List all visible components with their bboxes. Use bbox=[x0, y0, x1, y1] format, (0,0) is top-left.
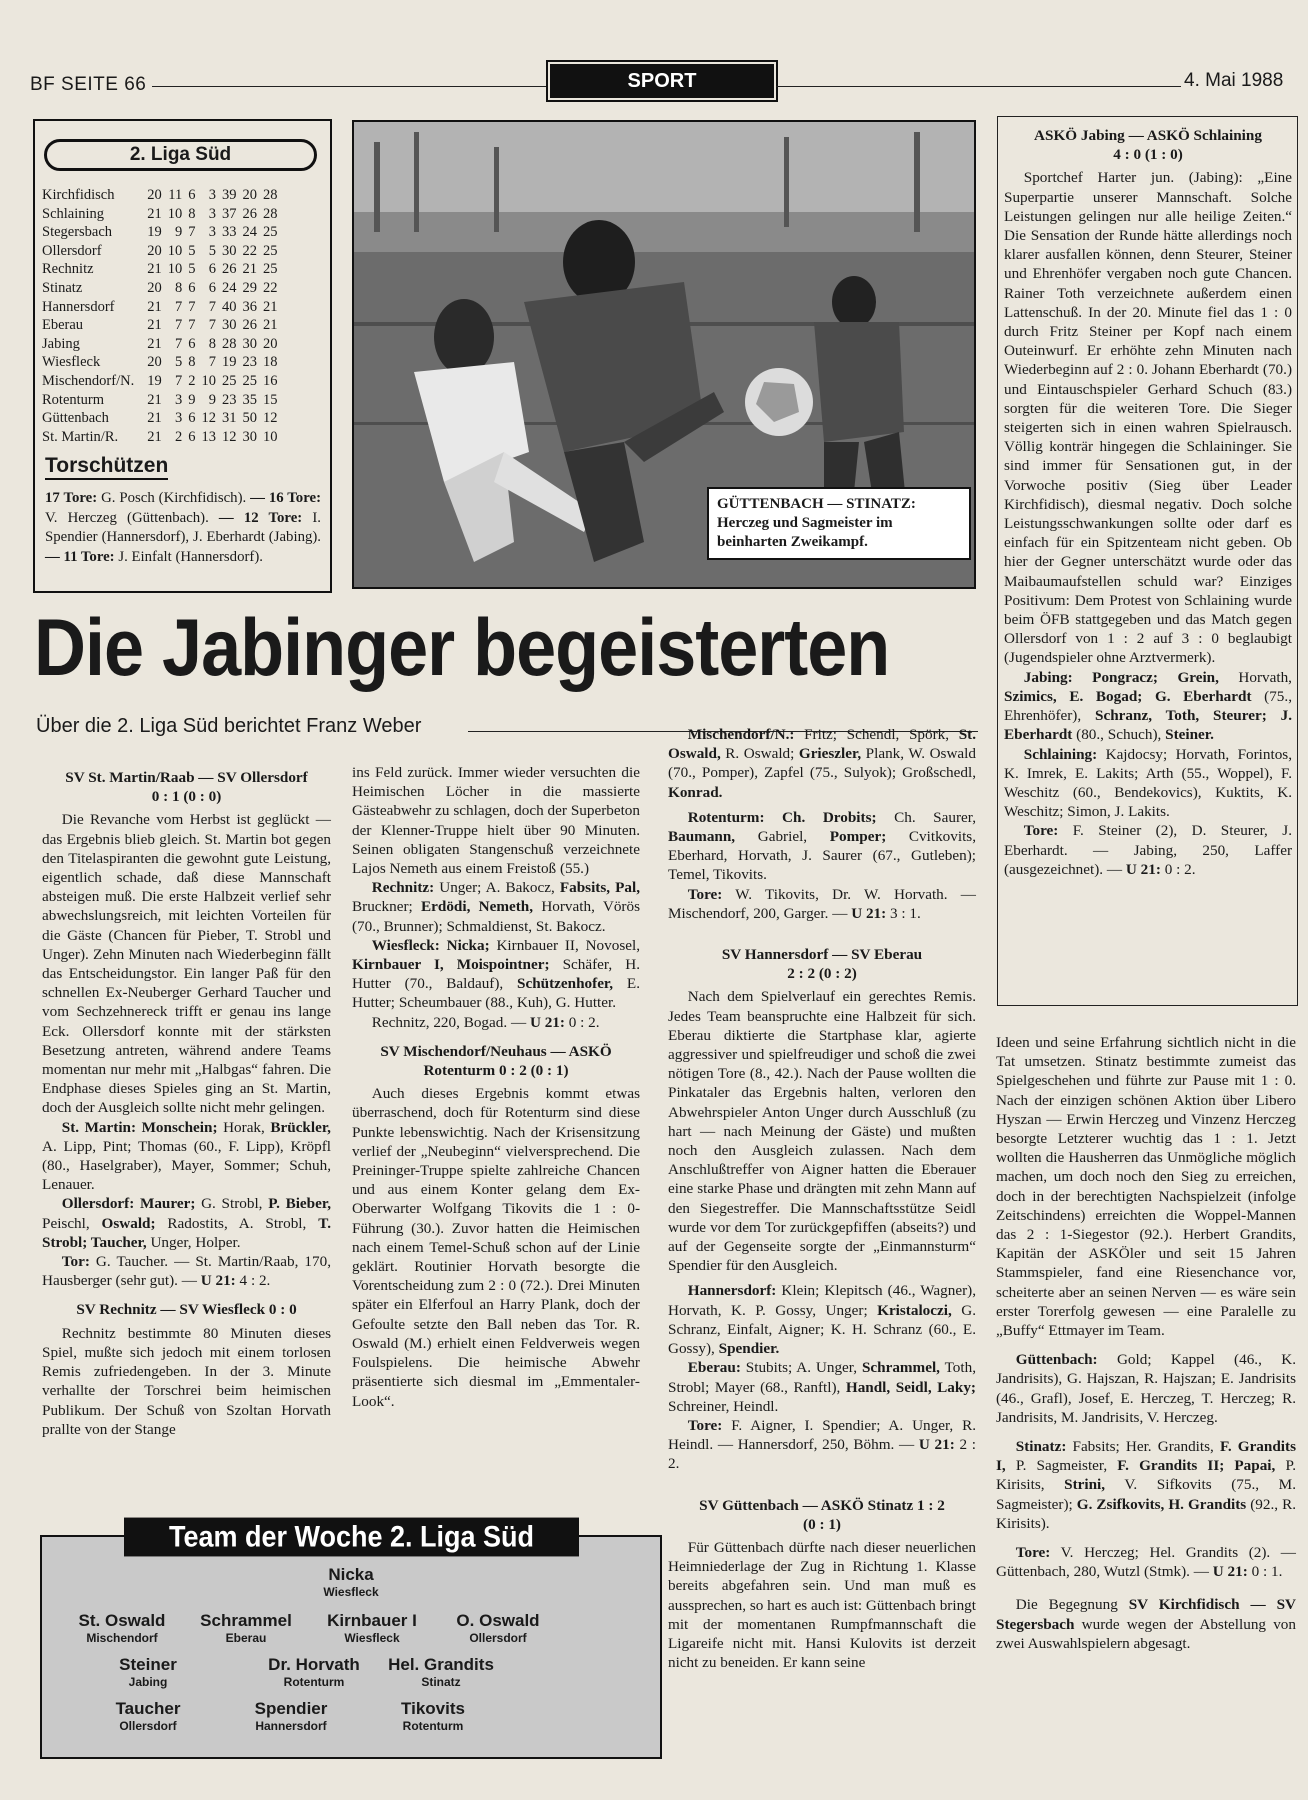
standings-row bbox=[39, 409, 280, 428]
team-player bbox=[221, 1699, 361, 1733]
stat-cell: 10 bbox=[262, 428, 278, 445]
stat-cell: 30 bbox=[221, 317, 237, 334]
standings-title: 2. Liga Süd bbox=[129, 144, 232, 165]
stat-cell: 50 bbox=[242, 410, 257, 427]
stat-cell: 6 bbox=[208, 261, 216, 278]
stat-cell: 31 bbox=[221, 410, 237, 427]
stat-cell: 20 bbox=[242, 187, 257, 203]
player-name: Hel. Grandits bbox=[388, 1655, 494, 1674]
stat-cell: 6 bbox=[188, 279, 196, 296]
stat-cell: 25 bbox=[242, 372, 257, 389]
player-name: O. Oswald bbox=[456, 1611, 540, 1630]
stat-cell: 25 bbox=[262, 261, 278, 278]
stat-cell: 9 bbox=[174, 224, 183, 241]
stat-cell: 19 bbox=[221, 354, 237, 371]
stat-cell: 9 bbox=[188, 391, 196, 408]
stat-cell: 12 bbox=[221, 428, 237, 445]
stat-cell: 13 bbox=[201, 428, 216, 445]
stat-cell: 6 bbox=[188, 410, 196, 427]
stat-cell: 7 bbox=[174, 317, 183, 334]
stat-cell: 7 bbox=[174, 335, 183, 352]
team-player bbox=[244, 1655, 384, 1689]
stat-cell: 21 bbox=[147, 335, 162, 352]
team-name-cell: Güttenbach bbox=[42, 410, 109, 427]
stat-cell: 20 bbox=[147, 354, 162, 371]
standings-box bbox=[33, 119, 332, 593]
stat-cell: 22 bbox=[262, 279, 278, 296]
column-2: ins Feld zurück. Immer wieder versuchten die Heimischen Löcher in die massierte Gästeabwehr zu schlagen, doch der Superbeton der Klenner-Truppe hielt über 90 Minuten. Seinen obligaten Stangenschuß verzeichnete Lajos Nemeth aus einem Freistoß (55.) Rechnitz: Unger; A. Bakocz, Fabsits, Pal, Bruckner; Erdödi, Nemeth, Horvath, Vörös (70., Brunner); Schmaldienst, St. Bakocz. Wiesfleck: Nicka; Kirnbauer II, Novosel, Kirnbauer I, Moispointner; Schäfer, H. Hutter (70., Baldauf), Schützenhofer, E. Hutter; Scheumbauer (88., Kuh), G. Hutter. Rechnitz, 220, Bogad. — U 21: 0 : 2. SV Mischendorf/Neuhaus — ASKÖ Rotenturm 0 : 2 (0 : 1) Auch dieses Ergebnis kommt etwas überraschend, doch für Rotenturm sind diese Punkte lebenswichtig. Nach der Krisensitzung verlief der „Neubeginn“ vielversprechend. Die Preininger-Truppe spielte zahlreiche Chancen und aus einem Konter gelang dem Ex-Oberwarter Wolfgang Tikovits die 1 : 0-Führung (30.). Zuvor hatten die Heimischen nach einem Temel-Schuß schon auf der Linie geklärt. Routinier Horvath besorgte die Vorentscheidung zum 2 : 0 (72.). Drei Minuten später ein Elferfoul an Harry Plank, doch der Gefoulte setzte den Ball neben das Tor. R. Oswald (M.) erhielt einen Feldverweis wegen Foulspielens. Die heimische Abwehr präsentierte sich diesmal im „Emmentaler-Look“. bbox=[352, 764, 640, 1410]
player-club: Wiesfleck bbox=[323, 1585, 379, 1599]
stat-cell: 24 bbox=[221, 279, 237, 296]
team-player bbox=[302, 1611, 442, 1645]
stat-cell: 21 bbox=[147, 317, 162, 334]
stat-cell: 29 bbox=[242, 279, 257, 296]
stat-cell: 25 bbox=[262, 242, 278, 259]
stat-cell: 30 bbox=[242, 335, 257, 352]
stat-cell: 35 bbox=[242, 391, 257, 408]
player-club: Eberau bbox=[225, 1631, 267, 1645]
standings-row bbox=[39, 260, 280, 279]
team-player bbox=[78, 1655, 218, 1689]
header-rule-left bbox=[152, 86, 548, 87]
stat-cell: 9 bbox=[208, 391, 216, 408]
stat-cell: 16 bbox=[262, 372, 278, 389]
stat-cell: 8 bbox=[208, 335, 216, 352]
stat-cell: 5 bbox=[188, 261, 196, 278]
player-club: Rotenturm bbox=[283, 1675, 345, 1689]
stat-cell: 28 bbox=[262, 187, 278, 203]
standings-row bbox=[39, 428, 280, 447]
standings-row bbox=[39, 372, 280, 391]
stat-cell: 10 bbox=[201, 372, 216, 389]
stat-cell: 11 bbox=[168, 187, 183, 203]
stat-cell: 7 bbox=[174, 372, 183, 389]
right-report-text: ASKÖ Jabing — ASKÖ Schlaining 4 : 0 (1 : 0) Sportchef Harter jun. (Jabing): „Eine Superpartie unserer Mannschaft. Solche Leistungen gelingen nur alle heilige Zeiten.“ Die Sensation der Runde hätte allerdings noch klarer ausfallen können, denn Steurer, Steiner und Ehrenhöfer vergaben noch gute Chancen. Rainer Toth verzeichnete außerdem einen Lattenschuß. In der 20. Minute fiel das 1 : 0 durch Fritz Steiner per Kopf nach einem Outeinwurf. Er erhöhte zehn Minuten nach Wiederbeginn auf 2 : 0. Johann Eberhardt (70.) und Eintauschspieler Gerhard Schuch (83.) sorgten für die weiteren Tore. Die Sieger steigerten sich in einen wahren Spielrausch. Völlig konträr hingegen die Schlaininger. Sie sind immer für Sensationen gut, in der Vorwoche positiv (Sieg über Leader Kirchfidisch), diesmal negativ. Doch solche Leistungsschwankungen sollte oder darf es einfach für ein Spitzenteam nicht geben. Ob hier der Gegner unterschätzt wurde oder das Maibaumaufstellen schuld war? Einziges Positivum: Dem Protest von Schlaining wurde beim ÖFB stattgegeben und das Match gegen Ollersdorf von 1 : 2 auf 3 : 0 beglaubigt (Jugendspieler ohne Arztvermerk). Jabing: Pongracz; Grein, Horvath, Szimics, E. Bogad; G. Eberhardt (75., Ehrenhöfer), Schranz, Toth, Steurer; J. Eberhardt (80., Schuch), Steiner. Schlaining: Kajdocsy; Horvath, Forintos, K. Imrek, E. Lakits; Arth (55., Woppel), F. Weschitz (60., Bendekovics), Kuktits, K. Weschitz; Simon, J. Lakits. Tore: F. Steiner (2), D. Steurer, J. Eberhardt. — Jabing, 250, Laffer (ausgezeichnet). — U 21: 0 : 2. bbox=[1004, 127, 1292, 878]
stat-cell: 12 bbox=[201, 410, 216, 427]
stat-cell: 7 bbox=[174, 298, 183, 315]
stat-cell: 7 bbox=[208, 354, 216, 371]
team-of-week-box bbox=[40, 1520, 662, 1759]
team-name-cell: Kirchfidisch bbox=[42, 187, 115, 203]
team-of-week-title: Team der Woche 2. Liga Süd bbox=[124, 1518, 579, 1557]
stat-cell: 21 bbox=[147, 391, 162, 408]
stat-cell: 26 bbox=[242, 205, 257, 222]
stat-cell: 6 bbox=[208, 279, 216, 296]
team-player bbox=[371, 1655, 511, 1689]
standings-row bbox=[39, 223, 280, 242]
stat-cell: 2 bbox=[188, 372, 196, 389]
standings-row bbox=[39, 391, 280, 410]
player-club: Wiesfleck bbox=[344, 1631, 400, 1645]
player-club: Jabing bbox=[128, 1675, 168, 1689]
stat-cell: 28 bbox=[221, 335, 237, 352]
stat-cell: 8 bbox=[188, 205, 196, 222]
stat-cell: 15 bbox=[262, 391, 278, 408]
stat-cell: 22 bbox=[242, 242, 257, 259]
scorers-title: Torschützen bbox=[45, 454, 168, 480]
headline: Die Jabinger begeisterten bbox=[34, 603, 890, 693]
stat-cell: 20 bbox=[147, 242, 162, 259]
player-club: Mischendorf bbox=[86, 1631, 158, 1645]
team-name-cell: Hannersdorf bbox=[42, 298, 115, 315]
column-3: Mischendorf/N.: Fritz; Schendl, Spörk, St. Oswald, R. Oswald; Grieszler, Plank, W. Oswald (70., Pomper), Zapfel (75., Sulyok); Großschedl, Konrad. Rotenturm: Ch. Drobits; Ch. Saurer, Baumann, Gabriel, Pomper; Cvitkovits, Eberhard, Horvath, J. Saurer (67., Gutleben); Temel, Tikovits. Tore: W. Tikovits, Dr. W. Horvath. — Mischendorf, 200, Garger. — U 21: 3 : 1. SV Hannersdorf — SV Eberau 2 : 2 (0 : 2) Nach dem Spielverlauf ein gerechtes Remis. Jedes Team beanspruchte eine Halbzeit für sich. Eberau diktierte die Startphase klar, agierte aggressiver und spielfreudiger und schoß die zwei nötigen Tore (8., 42.). Nach der Pause wollten die Pinkataler das Ergebnis halten, verloren den Abwehrspieler Anton Unger durch Ausschluß (zu hart — nach Meinung der Gäste) und mußten noch den Ausgleich zulassen. Nach dem Anschlußtreffer von Aigner hatten die Eberauer eine starke Phase und drängten mit zehn Mann auf den Siegestreffer. Die Mannschaftsstütze Seidl wurde vor dem Tor zurückgepfiffen (abseits?) und auf der Gegenseite sorgte der „Einmannsturm“ Spendier für den Ausgleich. Hannersdorf: Klein; Klepitsch (46., Wagner), Horvath, K. P. Gossy, Unger; Kristaloczi, G. Schranz, Einfalt, Aigner; K. H. Schranz (60., E. Gossy), Spendier. Eberau: Stubits; A. Unger, Schrammel, Toth, Strobl; Mayer (68., Ranftl), Handl, Seidl, Laky; Schreiner, Heindl. Tore: F. Aigner, I. Spendier; A. Unger, R. Heindl. — Hannersdorf, 250, Böhm. — U 21: 2 : 2. SV Güttenbach — ASKÖ Stinatz 1 : 2 (0 : 1) Für Güttenbach dürfte nach dieser neuerlichen Heimniederlage der Zug in Richtung 1. Klasse bereits abgefahren sein. Und man muß es aussprechen, so hart es auch ist: Güttenbach bringt mit der momentanen Rumpfmannschaft die Ligareife nicht mit. Hansi Kulovits ist derzeit nicht zu beneiden. Er kann seine bbox=[668, 726, 977, 1672]
photo-caption: GÜTTENBACH — STINATZ: Herczeg und Sagmeister im beinharten Zweikampf. bbox=[707, 487, 971, 560]
stat-cell: 10 bbox=[167, 242, 183, 259]
standings-row bbox=[39, 242, 280, 261]
scorers-text: 17 Tore: G. Posch (Kirchfidisch). — 16 Tore: V. Herczeg (Güttenbach). — 12 Tore: I. Spendier (Hannersdorf), J. Eberhardt (Jabing). — 11 Tore: J. Einfalt (Hannersdorf). bbox=[45, 490, 322, 565]
team-player bbox=[78, 1699, 218, 1733]
column-4: Ideen und seine Erfahrung sichtlich nicht in die Tat umsetzen. Stinatz bestimmte zumeist das Spielgeschehen und führte zur Pause mit 1 : 0. Nach der einzigen schönen Aktion über Libero Hyszan — Erwin Herczeg und Vinzenz Herczeg besorgte Letzterer wuchtig das 1 : 1. Jetzt wollten die Hausherren das Unmögliche möglich machen, um doch noch den Sieg zu erreichen, doch in der berechtigten Nachspielzeit (infolge Zeitschindens) erreichten die Woppel-Mannen das 2 : 1-Siegestor (92.). Herbert Grandits, Kapitän der ASKÖler und seit 15 Jahren Stammspieler, fand eine Riesenchance vor, scheiterte aber an seinen Nerven — es wäre sein erster Torerfolg gewesen — eine Paralelle zu „Buffy“ Ettmayer im Team. Güttenbach: Gold; Kappel (46., K. Jandrisits), G. Hajszan, R. Hajszan; E. Jandrisits (46., Grafl), Josef, E. Herczeg, T. Herczeg; R. Jandrisits, M. Jandrisits, V. Herczeg. Stinatz: Fabsits; Her. Grandits, F. Grandits I, P. Sagmeister, F. Grandits II; Papai, P. Kirisits, Strini, V. Sifkovits (75., M. Sagmeister); G. Zsifkovits, H. Grandits (92., R. Kirisits). Tore: V. Herczeg; Hel. Grandits (2). — Güttenbach, 280, Wutzl (Stmk). — U 21: 0 : 1. Die Begegnung SV Kirchfidisch — SV Stegersbach wurde wegen der Abstellung von zwei Auswahlspielern abgesagt. bbox=[996, 1034, 1297, 1652]
standings-title-frame bbox=[44, 139, 317, 171]
page-date: 4. Mai 1988 bbox=[1184, 70, 1284, 91]
stat-cell: 21 bbox=[147, 261, 162, 278]
team-player bbox=[363, 1699, 503, 1733]
stat-cell: 12 bbox=[262, 410, 278, 427]
stat-cell: 3 bbox=[174, 410, 183, 427]
team-name-cell: Stegersbach bbox=[42, 224, 113, 241]
player-name: Taucher bbox=[115, 1699, 181, 1718]
team-name-cell: Schlaining bbox=[42, 205, 105, 222]
player-name: Schrammel bbox=[200, 1611, 292, 1630]
match-photo bbox=[352, 120, 976, 589]
stat-cell: 33 bbox=[221, 224, 237, 241]
stat-cell: 25 bbox=[221, 372, 237, 389]
stat-cell: 21 bbox=[262, 317, 278, 334]
player-name: Nicka bbox=[328, 1565, 374, 1584]
column-1: SV St. Martin/Raab — SV Ollersdorf 0 : 1 (0 : 0) Die Revanche vom Herbst ist geglückt — das Ergebnis blieb gleich. St. Martin bot gegen den Titelaspiranten die gewohnt gute Leistung, eigentlich schade, daß diese Mannschaft absteigen muß. Die erste Halbzeit verlief sehr abwechslungsreich, mit leichten Vorteilen für die Gäste (Chancen für Pieber, T. Strobl und Unger). Zehn Minuten nach Wiederbeginn fällt das Entscheidungstor. Ein langer Paß für den schnellen Ex-Neuberger Gerhard Taucher und vom Sechzehnereck trifft er genau ins lange Eck. Ollersdorf konnte mit der stärksten Besetzung antreten, während andere Teams momentan nur mehr mit „Halbgas“ fahren. Die Endphase dieses Spieles ging an St. Martin, doch der Ausgleich sollte nicht mehr gelingen. St. Martin: Monschein; Horak, Brückler, A. Lipp, Pint; Thomas (60., F. Lipp), Kröpfl (80., Haselgraber), Mayer, Sommer; Schuh, Lenauer. Ollersdorf: Maurer; G. Strobl, P. Bieber, Peischl, Oswald; Radostits, A. Strobl, T. Strobl; Taucher, Unger, Holper. Tor: G. Taucher. — St. Martin/Raab, 170, Hausberger (sehr gut). — U 21: 4 : 2. SV Rechnitz — SV Wiesfleck 0 : 0 Rechnitz bestimmte 80 Minuten dieses Spiel, mußte sich jedoch mit einem torlosen Remis zufriedengeben. In der 3. Minute verhallte der Torschrei beim heimischen Publikum. Der Schuß von Szoltan Horvath prallte von der Stange bbox=[42, 769, 331, 1438]
stat-cell: 3 bbox=[208, 205, 216, 222]
stat-cell: 7 bbox=[188, 317, 196, 334]
player-club: Ollersdorf bbox=[119, 1719, 177, 1733]
stat-cell: 6 bbox=[188, 428, 196, 445]
stat-cell: 5 bbox=[188, 242, 196, 259]
player-club: Hannersdorf bbox=[255, 1719, 327, 1733]
stat-cell: 7 bbox=[188, 224, 196, 241]
stat-cell: 26 bbox=[242, 317, 257, 334]
jabing-match-title: ASKÖ Jabing — ASKÖ Schlaining bbox=[1034, 127, 1262, 144]
stat-cell: 26 bbox=[221, 261, 237, 278]
stat-cell: 30 bbox=[221, 242, 237, 259]
player-name: Steiner bbox=[119, 1655, 177, 1674]
player-name: Kirnbauer I bbox=[327, 1611, 417, 1630]
player-name: Spendier bbox=[254, 1699, 328, 1718]
stat-cell: 21 bbox=[147, 410, 162, 427]
team-player bbox=[281, 1565, 421, 1599]
player-club: Rotenturm bbox=[402, 1719, 464, 1733]
stat-cell: 20 bbox=[147, 187, 162, 203]
stat-cell: 6 bbox=[188, 335, 196, 352]
stat-cell: 30 bbox=[242, 428, 257, 445]
stat-cell: 23 bbox=[221, 391, 237, 408]
standings-row bbox=[39, 316, 280, 335]
team-name-cell: Rechnitz bbox=[42, 261, 94, 278]
stat-cell: 18 bbox=[262, 354, 278, 371]
stat-cell: 7 bbox=[188, 298, 196, 315]
stat-cell: 23 bbox=[242, 354, 257, 371]
standings-row bbox=[39, 186, 280, 205]
jabing-match-score: 4 : 0 (1 : 0) bbox=[1113, 146, 1183, 164]
team-player bbox=[52, 1611, 192, 1645]
player-club: Stinatz bbox=[421, 1675, 461, 1689]
team-name-cell: Mischendorf/N. bbox=[42, 372, 135, 389]
stat-cell: 7 bbox=[208, 317, 216, 334]
team-name-cell: Jabing bbox=[42, 335, 80, 352]
stat-cell: 3 bbox=[208, 224, 216, 241]
stat-cell: 8 bbox=[174, 279, 183, 296]
stat-cell: 5 bbox=[208, 242, 216, 259]
team-name-cell: Eberau bbox=[42, 317, 84, 334]
header-rule-right bbox=[776, 86, 1181, 87]
stat-cell: 40 bbox=[221, 298, 237, 315]
standings-row bbox=[39, 205, 280, 224]
team-player bbox=[428, 1611, 568, 1645]
stat-cell: 10 bbox=[167, 205, 183, 222]
stat-cell: 2 bbox=[174, 428, 183, 445]
team-name-cell: Ollersdorf bbox=[42, 242, 102, 259]
stat-cell: 21 bbox=[262, 298, 278, 315]
stat-cell: 19 bbox=[147, 224, 162, 241]
stat-cell: 10 bbox=[167, 261, 183, 278]
stat-cell: 6 bbox=[188, 187, 196, 203]
team-player bbox=[176, 1611, 316, 1645]
player-name: Tikovits bbox=[401, 1699, 465, 1718]
team-name-cell: Wiesfleck bbox=[42, 354, 101, 371]
stat-cell: 21 bbox=[242, 261, 257, 278]
standings-row bbox=[39, 279, 280, 298]
stat-cell: 7 bbox=[208, 298, 216, 315]
standings-row bbox=[39, 335, 280, 354]
stat-cell: 21 bbox=[147, 298, 162, 315]
stat-cell: 5 bbox=[174, 354, 183, 371]
stat-cell: 20 bbox=[262, 335, 278, 352]
standings-table bbox=[39, 186, 280, 446]
stat-cell: 20 bbox=[147, 279, 162, 296]
player-name: Dr. Horvath bbox=[268, 1655, 360, 1674]
stat-cell: 21 bbox=[147, 205, 162, 222]
stat-cell: 37 bbox=[221, 205, 237, 222]
stat-cell: 36 bbox=[242, 298, 257, 315]
team-name-cell: Rotenturm bbox=[42, 391, 105, 408]
player-name: St. Oswald bbox=[78, 1611, 166, 1630]
stat-cell: 8 bbox=[188, 354, 196, 371]
stat-cell: 25 bbox=[262, 224, 278, 241]
stat-cell: 3 bbox=[208, 187, 216, 203]
page-label: BF SEITE 66 bbox=[30, 74, 147, 95]
stat-cell: 28 bbox=[262, 205, 278, 222]
stat-cell: 21 bbox=[147, 428, 162, 445]
stat-cell: 19 bbox=[147, 372, 162, 389]
player-club: Ollersdorf bbox=[469, 1631, 527, 1645]
team-name-cell: Stinatz bbox=[42, 279, 83, 296]
stat-cell: 3 bbox=[174, 391, 183, 408]
subline: Über die 2. Liga Süd berichtet Franz Weber bbox=[36, 715, 422, 737]
section-label: SPORT bbox=[550, 64, 774, 98]
stat-cell: 24 bbox=[242, 224, 257, 241]
stat-cell: 39 bbox=[221, 187, 237, 203]
standings-row bbox=[39, 298, 280, 317]
standings-row bbox=[39, 353, 280, 372]
team-name-cell: St. Martin/R. bbox=[42, 428, 119, 445]
